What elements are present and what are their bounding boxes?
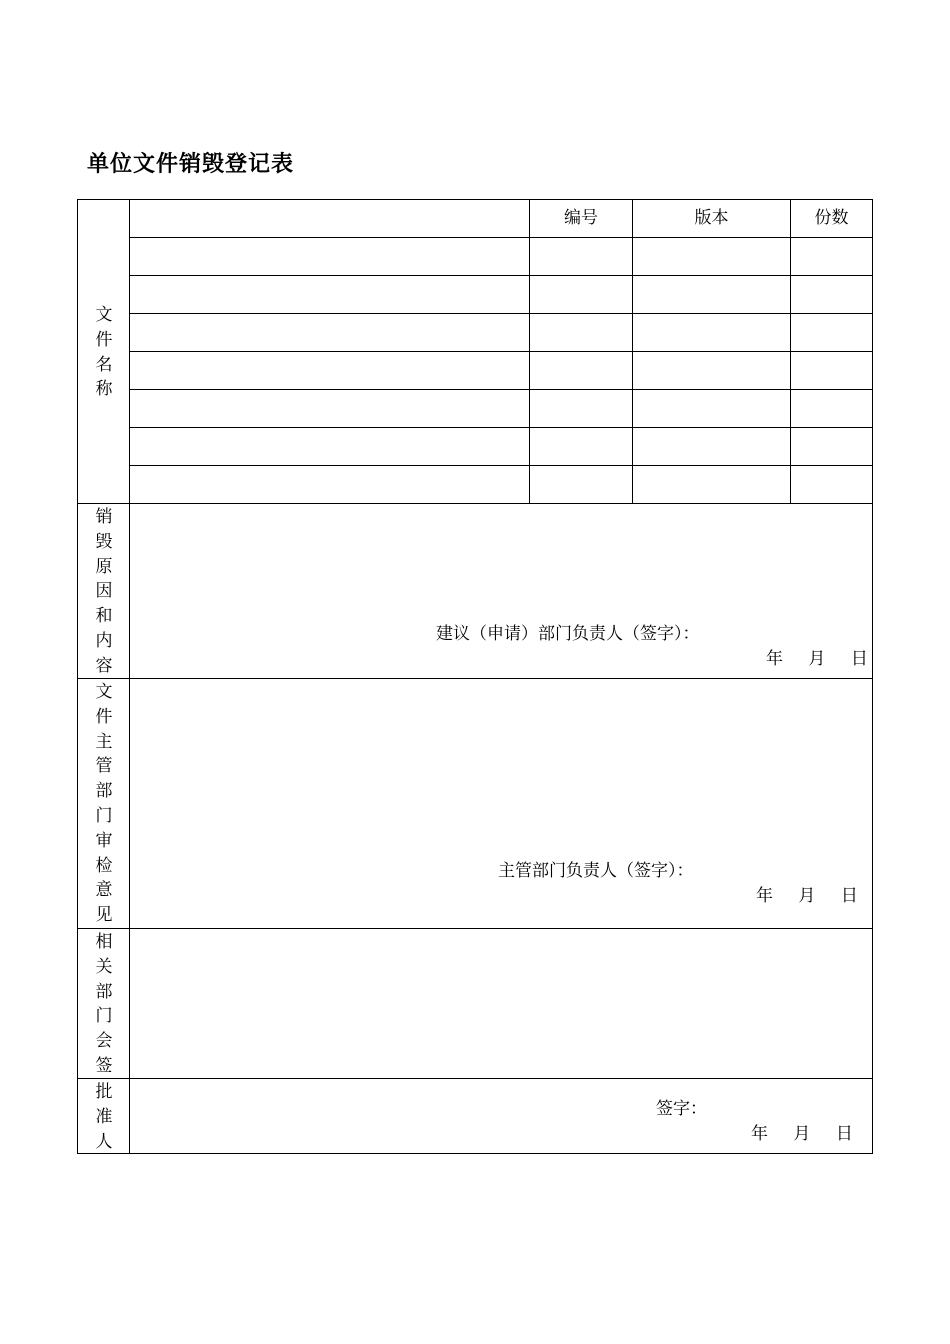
applicant-date [766,644,868,669]
date-day: 日 [840,886,858,906]
label-char: 审 [95,830,113,851]
label-char: 件 [95,329,113,350]
label-char: 准 [95,1106,113,1127]
date-year: 年 [751,1124,768,1144]
date-month: 月 [798,886,816,906]
label-char: 会 [95,1031,113,1052]
row-line [129,389,872,390]
label-char: 称 [95,379,113,400]
label-char: 批 [95,1082,113,1102]
supervisor-signature-label: 主管部门负责人（签字）： [498,861,694,881]
label-char: 容 [95,655,113,676]
label-char: 门 [95,1006,113,1027]
destruction-reason-label [78,505,130,679]
label-char: 原 [95,556,113,577]
supervisor-date [756,881,858,906]
label-char: 签 [95,1055,113,1076]
destruction-register-form [77,199,873,1154]
review-opinion-label [78,680,130,928]
countersign-label [78,930,130,1079]
section-divider [78,503,872,504]
approver-signature-label: 签字： [656,1099,707,1119]
label-char: 销 [95,507,113,527]
section-divider [78,928,872,929]
label-char: 关 [95,956,113,977]
applicant-signature-label: 建议（申请）部门负责人（签字）： [436,624,700,644]
date-month: 月 [793,1124,811,1144]
label-char: 名 [95,354,113,375]
row-line [129,427,872,428]
label-char: 门 [95,805,113,826]
label-char: 和 [95,606,113,627]
row-line [129,465,872,466]
section-divider [78,678,872,679]
row-line [129,351,872,352]
section-divider [78,1078,872,1079]
label-char: 内 [95,630,113,651]
label-char: 主 [95,731,113,752]
label-char: 因 [95,581,113,602]
label-char: 意 [95,880,113,901]
label-char: 文 [95,305,113,325]
page-title: 单位文件销毁登记表 [87,152,295,177]
label-char: 相 [95,932,113,952]
label-char: 文 [95,682,113,702]
version-column-header: 版本 [694,208,729,228]
copies-column-header: 份数 [814,208,849,228]
label-char: 检 [95,855,113,876]
label-char: 见 [95,905,113,926]
approver-date [751,1119,853,1144]
row-line [129,237,872,238]
row-line [129,275,872,276]
label-char: 部 [95,981,113,1002]
date-day: 日 [850,649,868,669]
label-char: 人 [95,1131,113,1152]
date-month: 月 [808,649,826,669]
date-year: 年 [766,649,783,669]
row-line [129,313,872,314]
number-column-header: 编号 [564,208,598,228]
label-char: 部 [95,781,113,802]
label-char: 毁 [95,531,113,552]
file-name-label [78,303,130,402]
label-char: 管 [95,756,113,777]
date-day: 日 [835,1124,853,1144]
file-name-column-header [130,200,529,237]
label-char: 件 [95,706,113,727]
approver-label [78,1080,130,1154]
date-year: 年 [756,886,773,906]
